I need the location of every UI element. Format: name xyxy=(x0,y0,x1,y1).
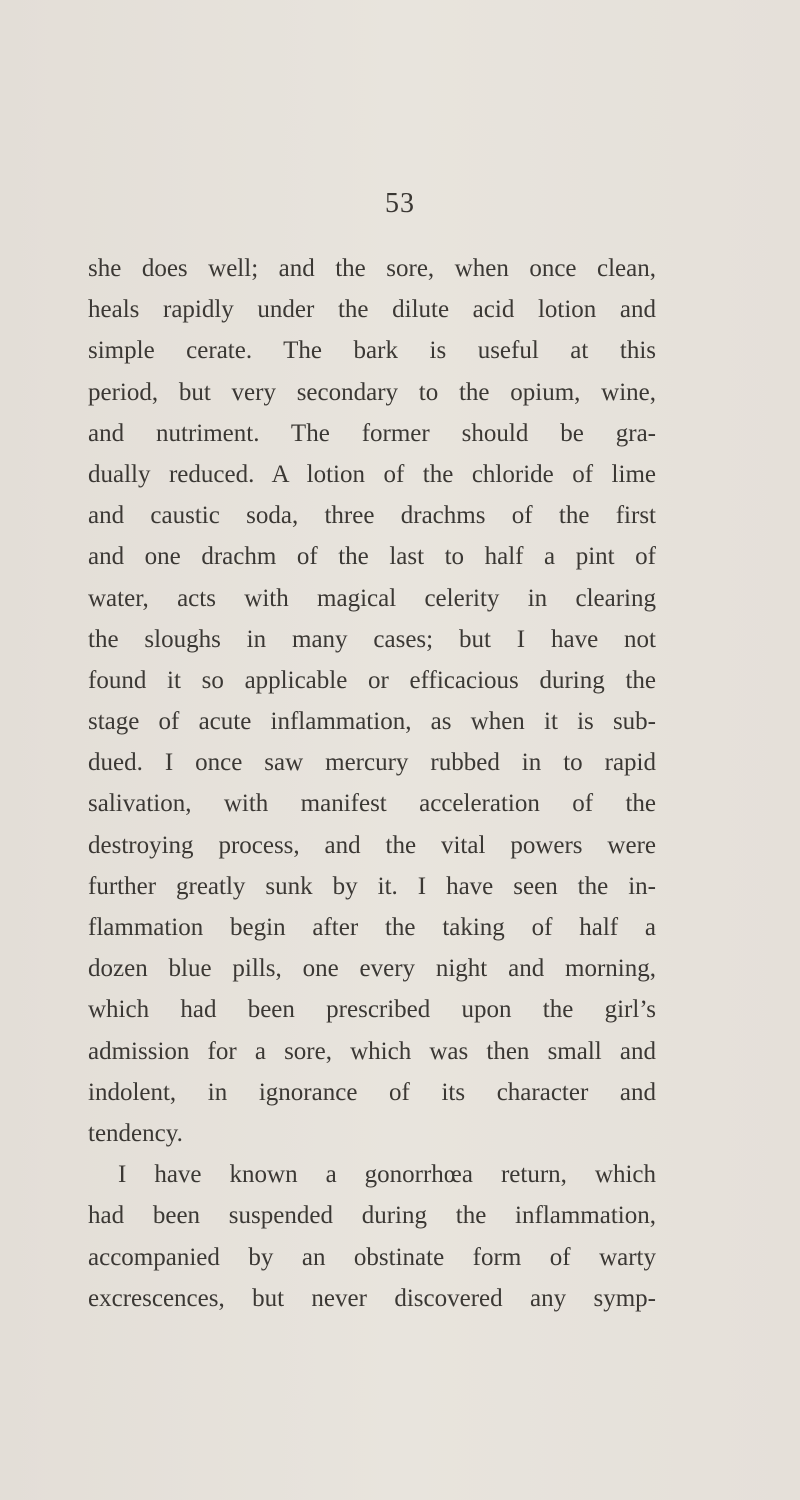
text-line: dually reduced. A lotion of the chloride of lime xyxy=(88,460,656,488)
text-line: admission for a sore, which was then small and xyxy=(88,1037,656,1065)
paragraph-end-line: tendency. xyxy=(88,1119,183,1147)
text-line: she does well; and the sore, when once clean, xyxy=(88,255,656,282)
text-line: excrescences, but never discovered any symp- xyxy=(88,1284,656,1312)
paragraph-start-line: I have known a gonorrhœa return, which xyxy=(118,1161,656,1189)
text-line: and nutriment. The former should be gra- xyxy=(88,419,656,447)
text-line: found it so applicable or efficacious during the xyxy=(88,666,656,694)
text-line: the sloughs in many cases; but I have not xyxy=(88,625,656,653)
text-line: heals rapidly under the dilute acid lotion and xyxy=(88,296,656,324)
text-line: and one drachm of the last to half a pint of xyxy=(88,543,656,571)
text-line: and caustic soda, three drachms of the first xyxy=(88,502,656,530)
text-line: stage of acute inflammation, as when it is sub- xyxy=(88,708,656,736)
text-line: flammation begin after the taking of half a xyxy=(88,914,656,941)
text-line: which had been prescribed upon the girl’s xyxy=(88,996,656,1024)
text-line: destroying process, and the vital powers were xyxy=(88,831,656,859)
text-line: water, acts with magical celerity in clearing xyxy=(88,584,656,612)
body-text xyxy=(88,248,656,1319)
text-line: accompanied by an obstinate form of warty xyxy=(88,1243,656,1271)
text-line: dozen blue pills, one every night and morning, xyxy=(88,955,656,983)
text-line: dued. I once saw mercury rubbed in to rapid xyxy=(88,749,656,777)
text-line: salivation, with manifest acceleration of the xyxy=(88,790,656,818)
text-line: period, but very secondary to the opium, wine, xyxy=(88,378,656,406)
page-number: 53 xyxy=(385,188,415,219)
text-line: further greatly sunk by it. I have seen the in- xyxy=(88,872,656,900)
text-line: simple cerate. The bark is useful at this xyxy=(88,337,656,365)
text-line: had been suspended during the inflammation, xyxy=(88,1202,656,1230)
text-line: indolent, in ignorance of its character and xyxy=(88,1078,656,1106)
